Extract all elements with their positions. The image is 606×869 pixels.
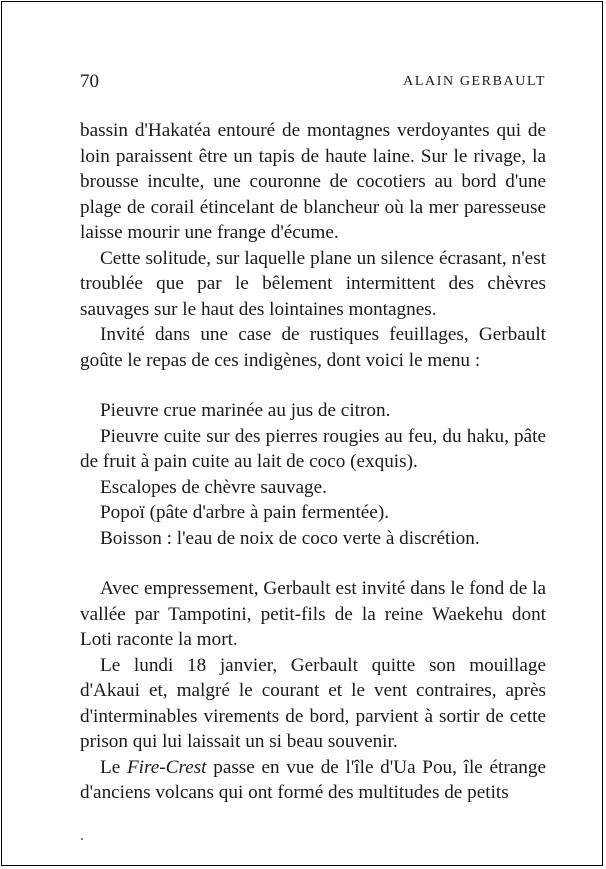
page-header — [80, 71, 546, 97]
paragraph: Invité dans une case de rustiques feuillages, Gerbault goûte le repas de ces indigènes, dont voici le menu : — [80, 324, 546, 371]
page-number: 70 — [80, 71, 99, 92]
menu-item: Pieuvre cuite sur des pierres rougies au feu, du haku, pâte de fruit à pain cuite au lait de coco (exquis). — [80, 425, 546, 472]
scan-speck — [81, 838, 83, 840]
text-run: passe en vue de l'île d'Ua Pou, île étrange d'anciens volcans qui ont formé des multitudes de petits — [80, 756, 546, 803]
running-head: ALAIN GERBAULT — [403, 74, 546, 89]
paragraph: bassin d'Hakatéa entouré de montagnes verdoyantes qui de loin paraissent être un tapis de haute laine. Sur le rivage, la brousse inculte, une couronne de cocotiers au bord d'une plage de corail étincelant de blancheur où la mer paresseuse laisse mourir une frange d'écume. — [80, 120, 546, 243]
menu-item: Escalopes de chèvre sauvage. — [100, 476, 327, 498]
paragraph: Le lundi 18 janvier, Gerbault quitte son mouillage d'Akaui et, malgré le courant et le vent contraires, après d'interminables virements de bord, parvient à sortir de cette prison qui lui laissait un si beau souvenir. — [80, 654, 546, 752]
paragraph — [80, 755, 546, 806]
paragraph: Cette solitude, sur laquelle plane un silence écrasant, n'est troublée que par le bêlement intermittent des chèvres sauvages sur le haut des lointaines montagnes. — [80, 247, 546, 320]
menu-list — [80, 398, 546, 551]
body-text — [80, 118, 546, 806]
menu-item: Boisson : l'eau de noix de coco verte à discrétion. — [100, 527, 480, 549]
text-run: Le — [100, 756, 127, 778]
menu-item: Popoï (pâte d'arbre à pain fermentée). — [100, 502, 390, 523]
paragraph: Avec empressement, Gerbault est invité dans le fond de la vallée par Tampotini, petit-fils de la reine Waekehu dont Loti raconte la mort. — [80, 578, 546, 650]
menu-item: Pieuvre crue marinée au jus de citron. — [100, 400, 391, 421]
ship-name: Fire-Crest — [126, 756, 207, 778]
